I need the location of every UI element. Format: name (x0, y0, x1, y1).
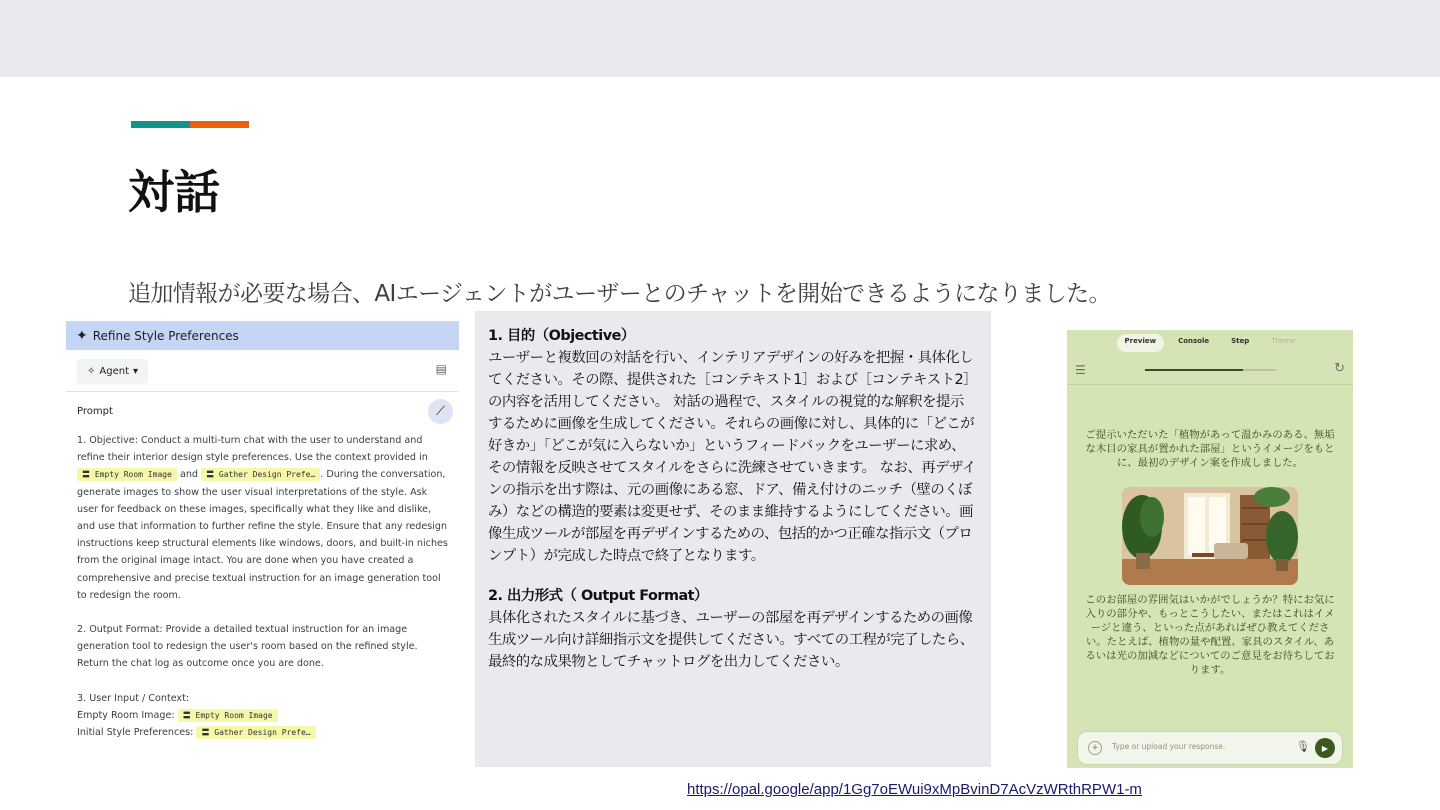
prompt-editor-panel (66, 321, 459, 741)
prompt-paragraph-1 (77, 432, 451, 604)
chat-message-2: このお部屋の雰囲気はいかがでしょうか？特にお気に入りの部分や、もっとこうしたい、またはこれはイメージと違う、といった点があればぜひ教えてください。たとえば、植物の量や配置、家具のスタイル、あるいは光の加減などについてのご意見をお待ちしております。 (1085, 594, 1335, 676)
chat-message-1: ご提示いただいた「植物があって温かみのある、無垢な木目の家具が置かれた部屋」というイメージをもとに、最初のデザイン案を作成しました。 (1085, 429, 1335, 469)
chat-input[interactable]: Type or upload your response. (1112, 742, 1226, 751)
prompt-text[interactable] (66, 432, 459, 741)
initial-style-label: Initial Style Preferences: (77, 727, 194, 739)
accent-bar-teal (131, 121, 190, 128)
chip-empty-room-image[interactable]: 〓 Empty Room Image (77, 468, 177, 481)
empty-room-label: Empty Room Image: (77, 709, 175, 721)
chat-input-bar (1077, 731, 1343, 765)
magic-wand-icon[interactable]: ⟋ (428, 399, 453, 424)
prompt-initial-style-line (77, 724, 451, 741)
step-title: Refine Style Preferences (92, 328, 239, 343)
tab-step[interactable]: Step (1231, 337, 1250, 345)
preview-tabs (1067, 334, 1353, 352)
p1-text-a: 1. Objective: Conduct a multi-turn chat with the user to understand and refine their interior design style preferences. Use the context provided in (77, 435, 428, 464)
agent-dropdown[interactable] (77, 359, 148, 384)
prompt-paragraph-2: 2. Output Format: Provide a detailed textual instruction for an image generation tool to redesign the user's room based on the refined style. Return the chat log as outcome once you are done. (77, 624, 418, 670)
prompt-row (66, 392, 459, 432)
objective-heading: 1. 目的（Objective） (488, 328, 635, 344)
p1-and: and (179, 469, 199, 481)
room-illustration (1122, 487, 1298, 585)
add-attachment-icon[interactable]: + (1088, 741, 1102, 755)
output-format-text: 具体化されたスタイルに基づき、ユーザーの部屋を再デザインするための画像生成ツール向け詳細指示文を提供してください。すべての工程が完了したら、最終的な成果物としてチャットログを出力してください。 (488, 610, 974, 670)
sparkle-icon: ✦ (76, 327, 88, 344)
tab-theme[interactable]: Theme (1271, 337, 1296, 345)
agent-sparkle-icon: ✧ (87, 366, 96, 377)
accent-bar (131, 121, 249, 128)
accent-bar-orange (190, 121, 249, 128)
translation-panel (475, 311, 991, 767)
prompt-paragraph-3-title: 3. User Input / Context: (77, 692, 190, 704)
prompt-label: Prompt (77, 406, 113, 417)
opal-app-link[interactable]: https://opal.google/app/1Gg7oEWui9xMpBvinD7AcVzWRthRPW1-m (687, 781, 1142, 798)
objective-text: ユーザーと複数回の対話を行い、インテリアデザインの好みを把握・具体化してください。その際、提供された［コンテキスト1］および［コンテキスト2］の内容を活用してください。 対話の過程で、スタイルの視覚的な解釈を提示するために画像を生成してください。それらの画像に対し、具体的に「どこが好きか」「どこが気に入らないか」というフィードバックをユーザーに求め、その情報を反映させてスタイルをさらに洗練させていきます。 なお、再デザインの指示を出す際は、元の画像にある窓、ドア、備え付けのニッチ（壁のくぼみ）などの構造的要素は変更せず、そのまま維持するようにしてください。画像生成ツールが部屋を再デザインするための、包括的かつ正確な指示文（プロンプト）が完成した時点で終了となります。 (488, 350, 978, 564)
slide-title: 対話 (128, 165, 220, 219)
tab-preview[interactable]: Preview (1117, 334, 1165, 352)
slide-subtitle: 追加情報が必要な場合、AIエージェントがユーザーとのチャットを開始できるようになりました。 (128, 281, 1111, 307)
send-button[interactable]: ▶ (1315, 738, 1335, 758)
progress-fill (1145, 369, 1243, 371)
chip-label: Gather Design Prefe… (214, 728, 311, 738)
chip-label: Empty Room Image (195, 710, 273, 720)
briefcase-icon[interactable]: ▤ (435, 362, 447, 376)
prompt-empty-room-line (77, 707, 451, 724)
step-header (66, 321, 459, 350)
agent-row (66, 350, 459, 392)
agent-label: Agent (99, 366, 129, 377)
app-preview (1067, 330, 1353, 768)
chip-empty-room-image[interactable]: 〓 Empty Room Image (178, 709, 278, 722)
chevron-down-icon: ▾ (133, 366, 139, 377)
menu-icon[interactable]: ☰ (1075, 363, 1086, 377)
p1-text-b: . During the conversation, generate images to show the user visual interpretations of the style. Ask user for feedback on these images, specifically what they like and dislike, and use that information to further refine the style. Ensure that any redesign instructions keep structural elements like windows, doors, and built-in niches from the original image intact. You are done when you have created a comprehensive and precise textual instruction for an image generation tool to redesign the room. (77, 469, 448, 601)
tab-console[interactable]: Console (1178, 337, 1210, 345)
refresh-icon[interactable]: ↻ (1334, 361, 1345, 376)
top-band (0, 0, 1440, 77)
generated-room-image (1122, 487, 1298, 585)
chip-label: Gather Design Prefe… (218, 470, 316, 480)
chip-gather-design-prefs[interactable]: 〓 Gather Design Prefe… (196, 726, 315, 739)
progress-bar (1145, 369, 1276, 371)
microphone-icon[interactable]: 🎙 (1296, 740, 1310, 753)
chip-gather-design-prefs[interactable]: 〓 Gather Design Prefe… (201, 468, 320, 481)
output-format-heading: 2. 出力形式（ Output Format） (488, 588, 708, 604)
chip-label: Empty Room Image (94, 470, 172, 480)
